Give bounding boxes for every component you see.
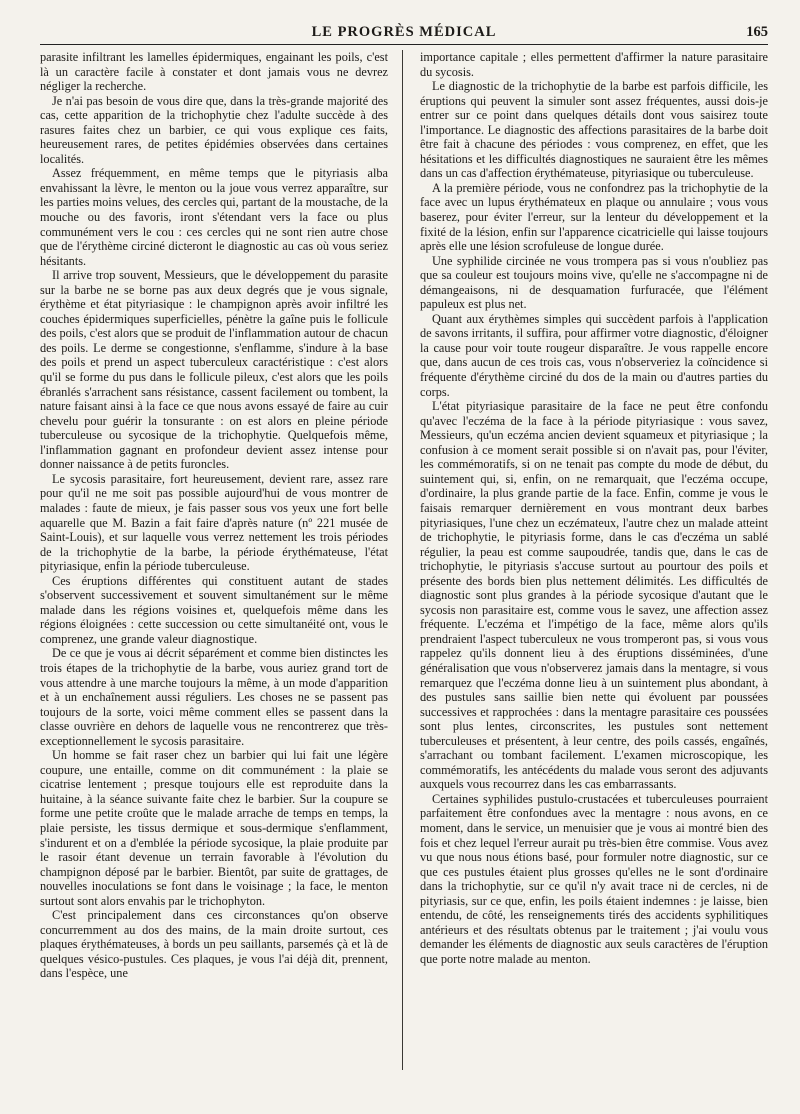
page-header bbox=[40, 24, 768, 45]
paragraph: Ces éruptions différentes qui constituent autant de stades s'observent successivement et souvent simultanément sur le même malade dans les régions voisines et, quelquefois même dans les régions éloignées : cette succession ou cette simultanéité ont, vous le comprenez, une grande valeur diagnostique. bbox=[40, 573, 388, 646]
paragraph: Certaines syphilides pustulo-crustacées et tuberculeuses pourraient parfaitement être confondues avec la mentagre : nous avons, en ce moment, dans le service, un menuisier que je vous ai montré bien des fois et chez lequel l'erreur aurait pu très-bien être commise. Vous avez vu que nous nous étions basé, pour formuler notre diagnostic, sur ce que ces pustules étaient plus grosses qu'elles ne le sont d'ordinaire dans la trichophytie, sur ce qu'il n'y avait trace ni de cercles, ni de pityriasis, sur ce que, enfin, les poils étaient indemnes : je laisse, bien entendu, de côté, les renseignements tirés des accidents syphilitiques antérieurs et des résultats obtenus par le traitement ; j'ai voulu vous demander les éléments de diagnostic aux seuls caractères de l'éruption que porte notre malade au menton. bbox=[420, 791, 768, 966]
paragraph: C'est principalement dans ces circonstances qu'on observe concurremment au dos des mains, de la main droite surtout, ces plaques érythémateuses, à bords un peu saillants, parsemés çà et là de quelques vésico-pustules. Ces plaques, je vous l'ai déjà dit, prennent, dans l'espèce, une bbox=[40, 908, 388, 981]
paragraph: De ce que je vous ai décrit séparément et comme bien distinctes les trois étapes de la trichophytie de la barbe, vous auriez grand tort de vous attendre à une marche toujours la même, à un mode d'apparition et à un enchaînement aussi réguliers. Les choses ne se passent pas toujours de la sorte, voici même comment elles se passent dans la classe ouvrière en dehors de laquelle vous ne rencontrerez que très-exceptionnellement le sycosis parasitaire. bbox=[40, 646, 388, 748]
paragraph: Une syphilide circinée ne vous trompera pas si vous n'oubliez pas que sa couleur est toujours moins vive, qu'elle ne s'accompagne ni de démangeaisons, ni de desquamation furfuracée, que l'élément papuleux est plus net. bbox=[420, 253, 768, 312]
paragraph: Assez fréquemment, en même temps que le pityriasis alba envahissant la lèvre, le menton ou la joue vous verrez apparaître, sur les parties moins velues, des cercles qui, partant de la moustache, de la mouche ou des favoris, iront s'étendant vers la face ou plus communément vers le cou : ces cercles qui ne sont rien autre chose que de l'érythème circiné dicteront le diagnostic au cas où vous seriez hésitants. bbox=[40, 166, 388, 268]
paragraph: Un homme se fait raser chez un barbier qui lui fait une légère coupure, une entaille, comme on dit communément : la plaie se cicatrise lentement ; presque toujours elle est reproduite dans la huitaine, à la séance suivante faite chez le barbier. Sur la coupure se forme une petite croûte que le malade arrache de temps en temps, la plaie persiste, les tissus dermique et sous-dermique s'enflamment, s'indurent et on a d'emblée la période sycosique, la plaie produite par le rasoir étant devenue un terrain favorable à l'évolution du champignon déposé par le barbier. Bientôt, par suite de grattages, de nouvelles inoculations se font dans le voisinage ; la face, le menton surtout sont alors envahis par le trichophyton. bbox=[40, 748, 388, 908]
paragraph: parasite infiltrant les lamelles épidermiques, engainant les poils, c'est là un caractère facile à constater et dont jamais vous ne devrez négliger la recherche. bbox=[40, 50, 388, 94]
page-number: 165 bbox=[746, 24, 768, 40]
running-title: LE PROGRÈS MÉDICAL bbox=[311, 24, 497, 40]
paragraph: A la première période, vous ne confondrez pas la trichophytie de la face avec un lupus érythémateux en plaque ou annulaire ; vous vous baserez, pour éviter l'erreur, sur la lenteur du développement et la fixité de la lésion, enfin sur l'apparence cicatricielle qui laisse toujours après elle une lésion scrofuleuse de longue durée. bbox=[420, 180, 768, 254]
left-column bbox=[40, 50, 388, 981]
paragraph: Quant aux érythèmes simples qui succèdent parfois à l'application de savons irritants, il suffira, pour affirmer votre diagnostic, d'éloigner la cause pour voir toute rougeur disparaître. Je vous rappelle encore que, dans aucun de ces trois cas, vous n'observeriez la coïncidence si fréquente d'érythème circiné du dos de la main ou d'autres parties du corps. bbox=[420, 311, 768, 399]
paragraph: Il arrive trop souvent, Messieurs, que le développement du parasite sur la barbe ne se borne pas aux deux degrés que je vous signale, érythème et état pityriasique : le champignon après avoir infiltré les couches épidermiques superficielles, pénètre la gaîne puis le follicule des poils, c'est alors que se produit de l'inflammation autour de chacun des poils. Le derme se congestionne, s'enflamme, s'indure à la base des poils et prend un aspect tuberculeux caractéristique : c'est alors qu'il se forme du pus dans le follicule pileux, c'est alors que les poils ébranlés s'arrachent sans résistance, cassent facilement ou tombent, la nature faisant ainsi à la face ce que nous avons essayé de faire au cuir chevelu pour guérir la tonsurante : on est alors en pleine période tuberculeuse ou sycosique de la trichophytie. Quelquefois même, l'inflammation gagnant en profondeur devient assez intense pour donner naissance à de petits furoncles. bbox=[40, 268, 388, 472]
column-divider bbox=[402, 50, 403, 1070]
paragraph: Le sycosis parasitaire, fort heureusement, devient rare, assez rare pour qu'il ne me soit pas possible aujourd'hui de vous montrer de malades : faute de mieux, je fais passer sous vos yeux une fort belle aquarelle que M. Bazin a fait faire d'après nature (nº 221 musée de Saint-Louis), et sur laquelle vous verrez nettement les trois périodes de la trichophytie de la barbe, la période érythémateuse, l'état pityriasique, enfin la période tuberculeuse. bbox=[40, 471, 388, 574]
paragraph: importance capitale ; elles permettent d'affirmer la nature parasitaire du sycosis. bbox=[420, 50, 768, 79]
right-column bbox=[420, 50, 768, 966]
paragraph: Le diagnostic de la trichophytie de la barbe est parfois difficile, les éruptions qui peuvent la simuler sont assez fréquentes, aussi dois-je entrer sur ce point dans quelques détails dont vous saisirez toute l'importance. Le diagnostic des affections parasitaires de la barbe doit être fait à chacune des périodes : vous comprenez, en effet, que les hésitations et les difficultés diagnostiques ne sauraient être les mêmes dans un cas d'affection érythémateuse, pityriasique ou tuberculeuse. bbox=[420, 79, 768, 181]
paragraph: Je n'ai pas besoin de vous dire que, dans la très-grande majorité des cas, cette apparition de la trichophytie chez l'adulte succède à des rasures faites chez un barbier, ce qui vous explique ces faits, heureusement rares, de petites épidémies observées dans certaines localités. bbox=[40, 93, 388, 166]
paragraph: L'état pityriasique parasitaire de la face ne peut être confondu qu'avec l'eczéma de la face à la période pityriasique : vous savez, Messieurs, qu'un eczéma ancien devient squameux et pityriasique ; la confusion à ce moment serait possible si on n'avait pas, pour l'éviter, les commémoratifs, si on ne tenait pas compte du mode de début, du suintement qui, si, enfin, on ne remarquait, que l'eczéma occupe, d'ordinaire, la plus grande partie de la face. Enfin, comme je vous le faisais remarquer dernièrement en vous montrant deux barbes pityriasiques, l'une chez un eczémateux, l'autre chez un malade atteint de trichophytie, le pityriasis forme, dans le cas d'eczéma un sablé régulier, la peau est comme saupoudrée, tandis que, dans le cas de trichophytie, le pityriasis s'accuse surtout au pourtour des poils et présente des bords bien plus nettement délimités. Les difficultés de diagnostic sont plus grandes à la période sycosique d'autant que le sycosis non parasitaire est, comme vous le savez, une affection assez fréquente. L'eczéma et l'impétigo de la face, même alors qu'ils prendraient l'aspect tuberculeux ne vous tromperont pas, si vous vous rappelez qu'ils donnent lieu à des éruptions disséminées, d'une généralisation que vous n'observerez jamais dans la mentagre, si vous remarquez que l'eczéma donne lieu à un suintement plus abondant, à des pustules sans saillie bien nette qui évoluent par poussées successives et rapprochées : dans la mentagre parasitaire ces poussées sont plus lentes, circonscrites, les pustules sont nettement tuberculeuses et présentent, à leur centre, des poils cassés, engaînés, s'arrachant ou tombant facilement. L'examen microscopique, les commémoratifs, les antécédents du malade vous seront des adjuvants auxquels vous recourrez dans les cas embarrassants. bbox=[420, 399, 768, 792]
